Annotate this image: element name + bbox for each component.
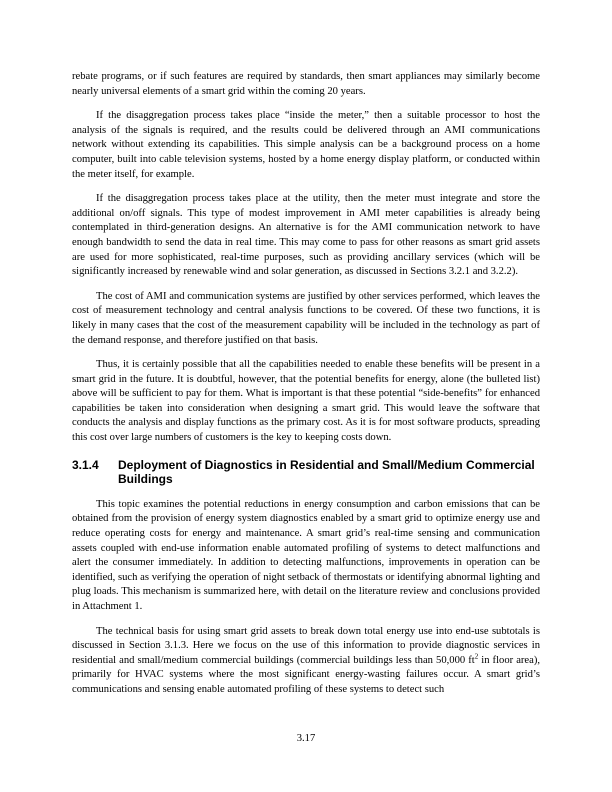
- paragraph-cost-ami: The cost of AMI and communication systems are justified by other services performed, which leaves the cost of measurement technology and central analysis functions to be covered. Of these two functions, it is likely in many cases that the cost of the measurement capability will be included in the technology as part of the demand response, and therefore justified on that basis.: [72, 290, 540, 346]
- section-title: Deployment of Diagnostics in Residential and Small/Medium Commercial Buildings: [118, 457, 535, 487]
- section-number: 3.1.4: [72, 457, 99, 472]
- page-body: [72, 70, 540, 708]
- technical-basis-text-start: The technical basis for using smart grid assets to break down total energy use into end-use subtotals is discussed in Section 3.1.3. Here we focus on the use of this information to provide diagnostic services in residential and small/medium commercial buildings (commercial buildings less than 50,000 ft: [72, 625, 540, 666]
- page-number: 3.17: [296, 733, 316, 744]
- section-heading: [72, 458, 540, 487]
- paragraph-inside-meter: If the disaggregation process takes place “inside the meter,” then a suitable processor to host the analysis of the signals is required, and the results could be delivered through an AMI communications network without extending its capabilities. This simple analysis can be a background process on a home computer, built into cable television systems, hosted by a home energy display platform, or conducted within the meter itself, for example.: [72, 110, 540, 180]
- paragraph-at-utility: If the disaggregation process takes place at the utility, then the meter must integrate and store the additional on/off signals. This type of modest improvement in AMI meter capabilities is already being contemplated in third-generation designs. An alternative is for the AMI communication network to have enough bandwidth to send the data in real time. This may come to pass for other reasons as smart grid assets are used for more sophisticated, real-time purposes, such as providing ancillary services (which will be significantly increased by renewable wind and solar generation, as discussed in Sections 3.2.1 and 3.2.2).: [72, 193, 540, 278]
- paragraph-continuation: rebate programs, or if such features are required by standards, then smart appliances may similarly become nearly universal elements of a smart grid within the coming 20 years.: [72, 71, 540, 97]
- paragraph-diagnostics-topic: This topic examines the potential reductions in energy consumption and carbon emissions that can be obtained from the provision of energy system diagnostics enabled by a smart grid to optimize energy use and reduce operating costs for energy and maintenance. A smart grid’s real-time sensing and communication assets coupled with end-use information enable automated profiling of systems to detect malfunctions and alert the consumer immediately. In addition to detecting malfunctions, improvements in operation can be identified, such as verifying the operation of night setback of thermostats or identifying abnormal lighting and plug loads. This mechanism is summarized here, with detail on the literature review and conclusions provided in Attachment 1.: [72, 498, 540, 612]
- superscript-two: 2: [474, 652, 479, 661]
- technical-basis-text-end: in floor area), primarily for HVAC systems where the most significant energy-wasting failures occur. A smart grid’s communications and sensing enable automated profiling of these systems to detect such: [72, 654, 541, 695]
- paragraph-side-benefits: Thus, it is certainly possible that all the capabilities needed to enable these benefits will be present in a smart grid in the future. It is doubtful, however, that the potential benefits for energy, alone (the bulleted list) above will be sufficient to pay for them. What is important is that these potential “side-benefits” for enhanced capabilities be taken into consideration when designing a smart grid. This would leave the software that conducts the analysis and display functions as the primary cost. As it is for most software products, spreading this cost over large numbers of customers is the key to keeping costs down.: [72, 359, 540, 444]
- paragraph-technical-basis: [72, 625, 540, 698]
